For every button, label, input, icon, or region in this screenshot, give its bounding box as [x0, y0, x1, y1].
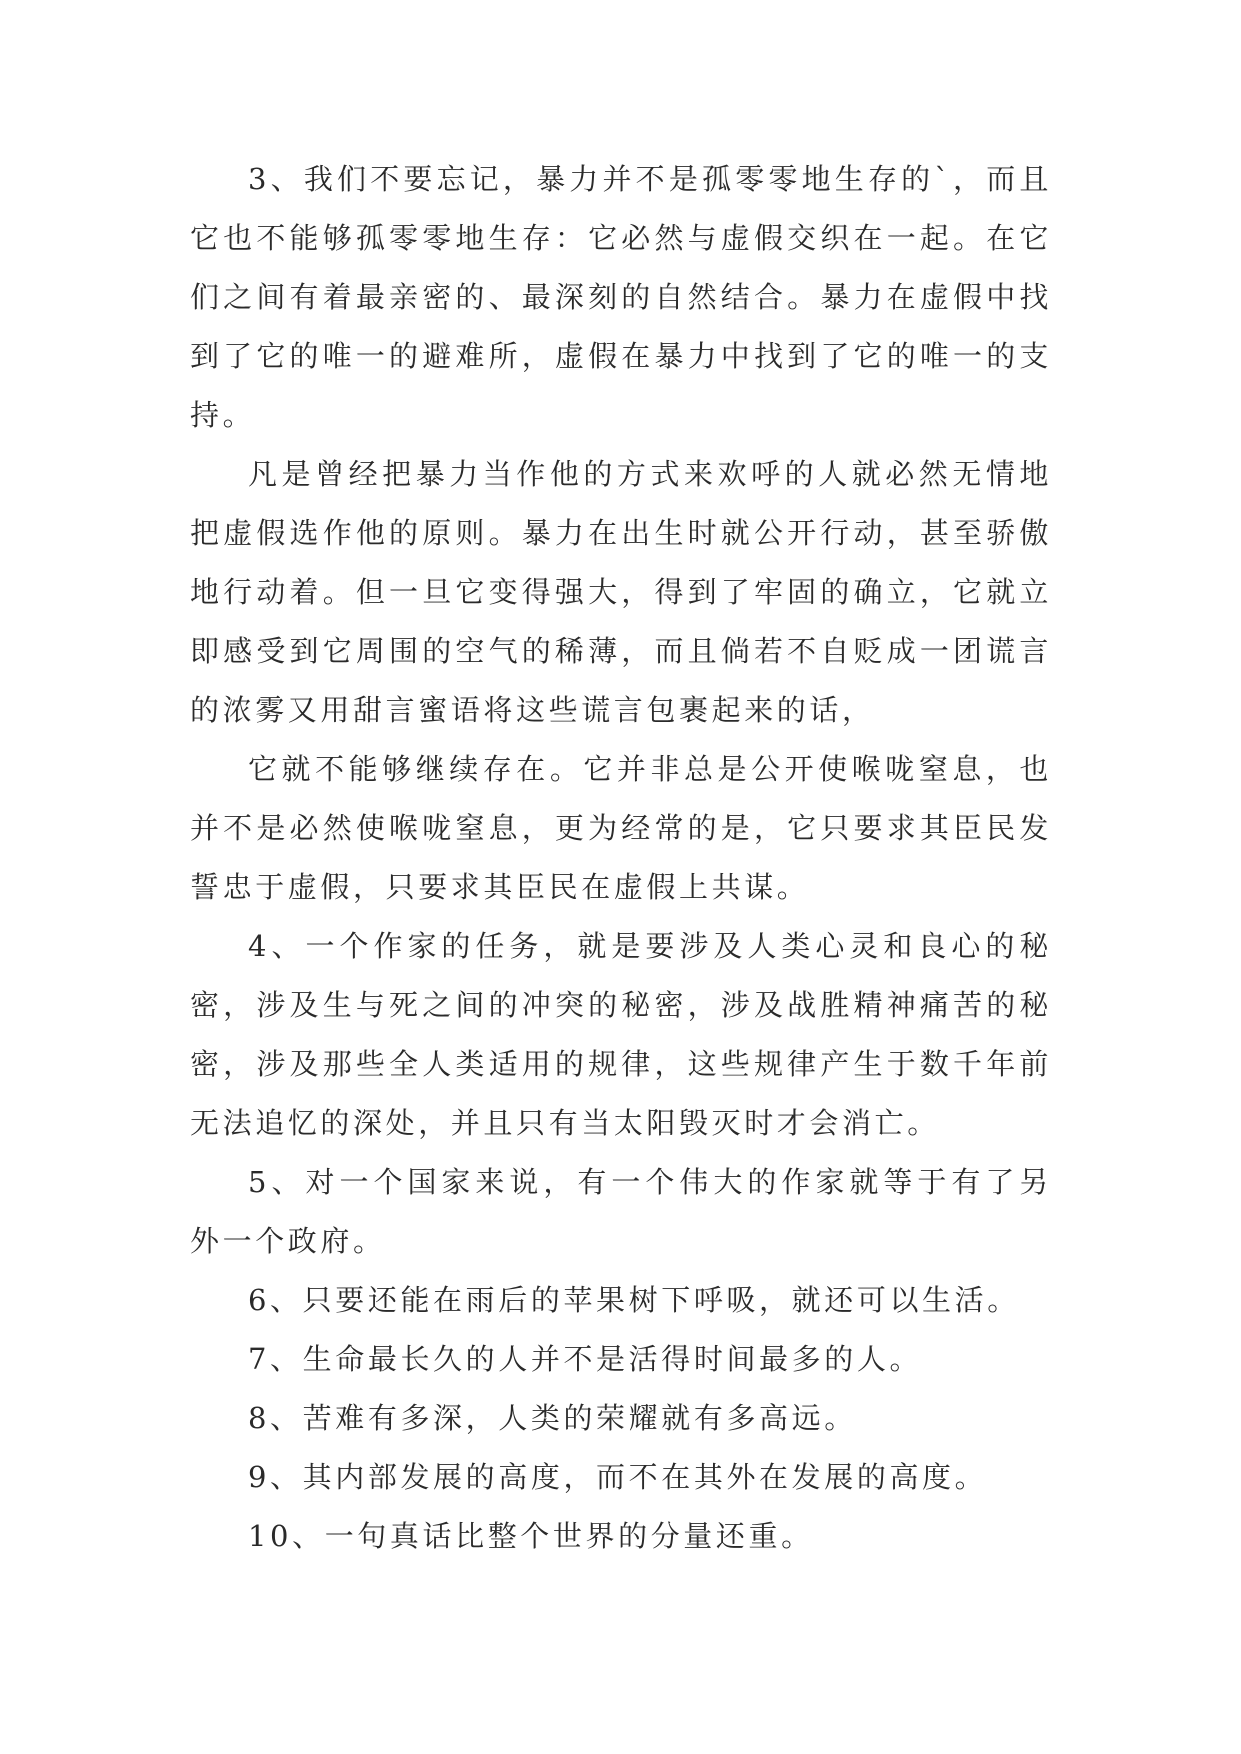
paragraph-8: 8、苦难有多深，人类的荣耀就有多高远。 [248, 1401, 857, 1435]
paragraph-5: 5、对一个国家来说，有一个伟大的作家就等于有了另外一个政府。 [190, 1165, 1052, 1258]
paragraph-9: 9、其内部发展的高度，而不在其外在发展的高度。 [248, 1460, 988, 1494]
paragraph-6: 6、只要还能在雨后的苹果树下呼吸，就还可以生活。 [248, 1283, 1020, 1317]
paragraph-10: 10、一句真话比整个世界的分量还重。 [248, 1519, 814, 1553]
document-body [190, 150, 1052, 1566]
paragraph-violence-continuation: 它就不能够继续存在。它并非总是公开使喉咙窒息，也并不是必然使喉咙窒息，更为经常的是，它只要求其臣民发誓忠于虚假，只要求其臣民在虚假上共谋。 [190, 752, 1052, 904]
paragraph-4: 4、一个作家的任务，就是要涉及人类心灵和良心的秘密，涉及生与死之间的冲突的秘密，涉及战胜精神痛苦的秘密，涉及那些全人类适用的规律，这些规律产生于数千年前无法追忆的深处，并且只有当太阳毁灭时才会消亡。 [190, 929, 1052, 1140]
paragraph-7: 7、生命最长久的人并不是活得时间最多的人。 [248, 1342, 923, 1376]
paragraph-violence-principle: 凡是曾经把暴力当作他的方式来欢呼的人就必然无情地把虚假选作他的原则。暴力在出生时就公开行动，甚至骄傲地行动着。但一旦它变得强大，得到了牢固的确立，它就立即感受到它周围的空气的稀薄，而且倘若不自贬成一团谎言的浓雾又用甜言蜜语将这些谎言包裹起来的话， [190, 457, 1052, 727]
paragraph-3: 3、我们不要忘记，暴力并不是孤零零地生存的`，而且它也不能够孤零零地生存：它必然与虚假交织在一起。在它们之间有着最亲密的、最深刻的自然结合。暴力在虚假中找到了它的唯一的避难所，虚假在暴力中找到了它的唯一的支持。 [190, 162, 1052, 432]
